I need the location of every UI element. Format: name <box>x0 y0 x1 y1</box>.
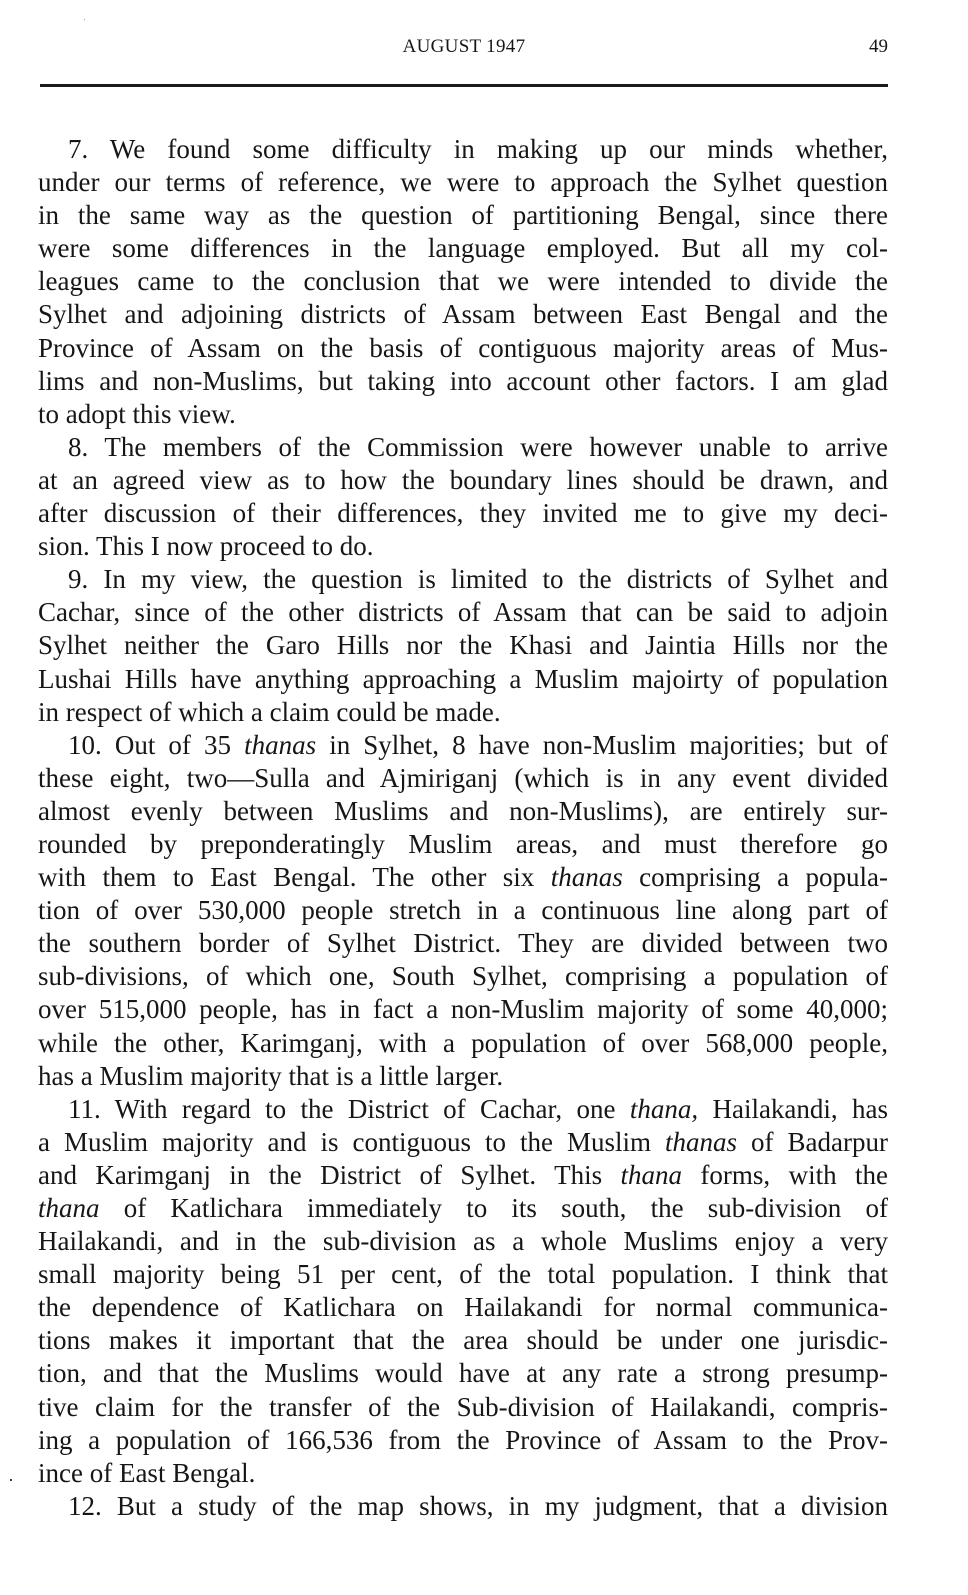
text-line: Sylhet and adjoining districts of Assam between East Bengal and the <box>38 299 888 330</box>
text-line: while the other, Karimganj, with a population of over 568,000 people, <box>38 1027 888 1058</box>
text-line: to adopt this view. <box>38 398 236 429</box>
text-line: sub-divisions, of which one, South Sylhet, comprising a population of <box>38 961 888 992</box>
scan-speck <box>84 19 85 20</box>
text-line: tive claim for the transfer of the Sub-division of Hailakandi, compris- <box>38 1391 888 1422</box>
margin-mark <box>10 1479 12 1481</box>
text-line: rounded by preponderatingly Muslim areas, and must therefore go <box>38 828 888 859</box>
text-line: after discussion of their differences, they invited me to give my deci- <box>38 498 888 529</box>
italic-term: thanas <box>244 729 317 760</box>
text-line: under our terms of reference, we were to approach the Sylhet question <box>38 167 888 198</box>
text-line: in respect of which a claim could be made. <box>38 696 501 727</box>
text-line: ing a population of 166,536 from the Province of Assam to the Prov- <box>38 1424 888 1455</box>
paragraph-start-line: 10. Out of 35 thanas in Sylhet, 8 have non-Muslim majorities; but of <box>68 729 888 760</box>
header-rule <box>40 84 888 87</box>
text-line: tion of over 530,000 people stretch in a continuous line along part of <box>38 895 888 926</box>
text-line: Lushai Hills have anything approaching a Muslim majoirty of population <box>38 663 888 694</box>
page-header <box>40 26 888 62</box>
paragraph-start-line: 12. But a study of the map shows, in my judgment, that a division <box>68 1490 888 1521</box>
text-line: tion, and that the Muslims would have at any rate a strong presump- <box>38 1358 888 1389</box>
text-line: tions makes it important that the area should be under one jurisdic- <box>38 1325 888 1356</box>
running-head: AUGUST 1947 <box>402 36 526 57</box>
text-line: has a Muslim majority that is a little larger. <box>38 1060 504 1091</box>
text-line: small majority being 51 per cent, of the total population. I think that <box>38 1259 888 1290</box>
text-line: thana of Katlichara immediately to its south, the sub-division of <box>38 1193 888 1223</box>
text-line: leagues came to the conclusion that we were intended to divide the <box>38 266 888 297</box>
body-text <box>38 133 888 1523</box>
text-line: Sylhet neither the Garo Hills nor the Khasi and Jaintia Hills nor the <box>38 630 888 661</box>
paragraph-start-line: 9. In my view, the question is limited to the districts of Sylhet and <box>68 564 888 595</box>
text-line: Province of Assam on the basis of contiguous majority areas of Mus- <box>38 332 888 363</box>
text-line: lims and non-Muslims, but taking into account other factors. I am glad <box>38 365 888 396</box>
text-line: over 515,000 people, has in fact a non-Muslim majority of some 40,000; <box>38 994 888 1025</box>
italic-term: thanas <box>550 862 623 893</box>
text-line: almost evenly between Muslims and non-Muslims), are entirely sur- <box>38 795 888 826</box>
page-number: 49 <box>869 36 888 57</box>
italic-term: thanas <box>665 1126 738 1157</box>
text-line: ince of East Bengal. <box>38 1457 256 1488</box>
text-line: these eight, two—Sulla and Ajmiriganj (which is in any event divided <box>38 762 888 793</box>
text-line: sion. This I now proceed to do. <box>38 531 374 562</box>
text-line: at an agreed view as to how the boundary lines should be drawn, and <box>38 464 888 495</box>
text-line: Cachar, since of the other districts of Assam that can be said to adjoin <box>38 597 888 628</box>
paragraph-start-line: 7. We found some difficulty in making up our minds whether, <box>68 134 888 164</box>
italic-term: thana <box>38 1193 100 1223</box>
text-line: the dependence of Katlichara on Hailakandi for normal communica- <box>38 1292 888 1323</box>
paragraph-start-line: 8. The members of the Commission were however unable to arrive <box>68 431 888 462</box>
text-line: with them to East Bengal. The other six thanas comprising a popula- <box>38 862 888 893</box>
text-line: a Muslim majority and is contiguous to the Muslim thanas of Badarpur <box>38 1126 888 1157</box>
text-line: were some differences in the language employed. But all my col- <box>38 233 888 264</box>
text-line: the southern border of Sylhet District. They are divided between two <box>38 928 888 959</box>
italic-term: thana, <box>629 1093 699 1124</box>
paragraph-start-line: 11. With regard to the District of Cachar, one thana, Hailakandi, has <box>68 1093 888 1124</box>
italic-term: thana <box>620 1159 683 1190</box>
text-line: in the same way as the question of partitioning Bengal, since there <box>38 200 888 231</box>
text-line: Hailakandi, and in the sub-division as a whole Muslims enjoy a very <box>38 1226 888 1257</box>
text-line: and Karimganj in the District of Sylhet. This thana forms, with the <box>38 1159 888 1190</box>
